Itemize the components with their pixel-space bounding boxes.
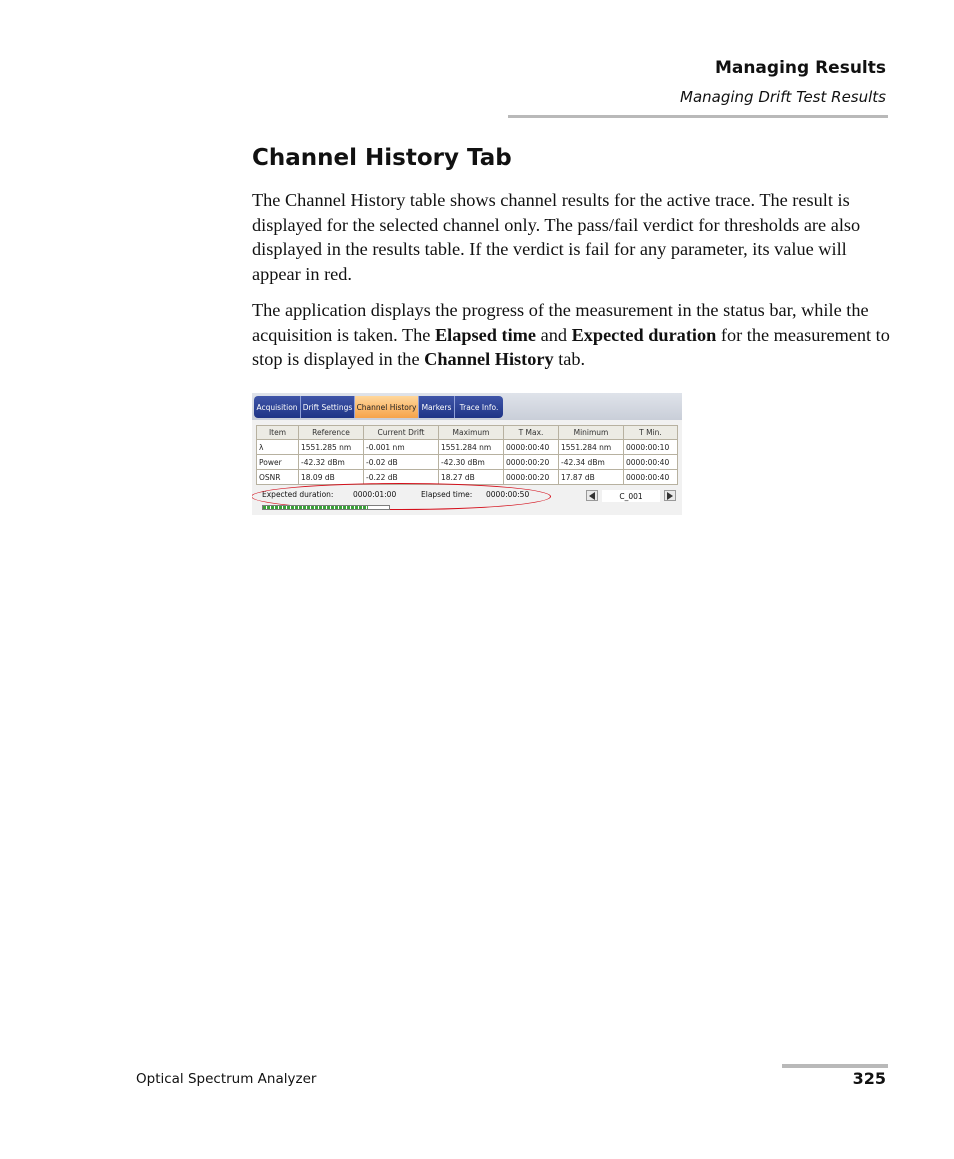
table-cell: -42.32 dBm	[299, 455, 364, 470]
paragraph-2	[252, 298, 892, 372]
table-cell: 0000:00:40	[504, 440, 559, 455]
paragraph-2-text-4: tab.	[553, 349, 586, 370]
table-cell: -42.30 dBm	[439, 455, 504, 470]
tab-acquisition[interactable]: Acquisition	[254, 396, 301, 418]
footer-rule	[782, 1064, 888, 1068]
channel-history-screenshot	[252, 393, 682, 515]
table-cell: 17.87 dB	[559, 470, 624, 485]
running-header-chapter: Managing Results	[714, 58, 886, 78]
elapsed-time-label: Elapsed time:	[421, 490, 473, 499]
column-header-minimum: Minimum	[559, 426, 624, 440]
table-header-row	[257, 426, 678, 440]
paragraph-2-text-3: for the measurement to stop is displayed in the	[252, 324, 890, 370]
table-row	[257, 455, 678, 470]
table-cell: -0.02 dB	[364, 455, 439, 470]
column-header-t-max: T Max.	[504, 426, 559, 440]
tab-bar	[252, 393, 682, 420]
column-header-item: Item	[257, 426, 299, 440]
tab-markers[interactable]: Markers	[419, 396, 455, 418]
table-cell: 0000:00:20	[504, 470, 559, 485]
tab-trace-info[interactable]: Trace Info.	[455, 396, 503, 418]
table-cell: -0.001 nm	[364, 440, 439, 455]
table-cell: 1551.285 nm	[299, 440, 364, 455]
channel-history-term: Channel History	[424, 349, 554, 370]
progress-bar	[262, 505, 390, 510]
paragraph-2-text-2: and	[536, 324, 572, 345]
table-cell: 0000:00:40	[624, 455, 678, 470]
column-header-t-min: T Min.	[624, 426, 678, 440]
expected-duration-term: Expected duration	[571, 324, 717, 345]
footer-product: Optical Spectrum Analyzer	[136, 1071, 317, 1087]
table-cell: 1551.284 nm	[559, 440, 624, 455]
next-channel-button[interactable]	[664, 490, 676, 501]
table-cell: Power	[257, 455, 299, 470]
arrow-left-icon	[588, 492, 596, 500]
column-header-maximum: Maximum	[439, 426, 504, 440]
table-cell: 1551.284 nm	[439, 440, 504, 455]
results-table	[256, 425, 678, 485]
column-header-reference: Reference	[299, 426, 364, 440]
page-number: 325	[852, 1069, 886, 1088]
header-rule	[508, 115, 888, 118]
expected-duration-label: Expected duration:	[262, 490, 334, 499]
progress-fill	[263, 506, 368, 509]
column-header-current-drift: Current Drift	[364, 426, 439, 440]
previous-channel-button[interactable]	[586, 490, 598, 501]
table-row	[257, 440, 678, 455]
table-cell: 18.09 dB	[299, 470, 364, 485]
expected-duration-value: 0000:01:00	[353, 490, 397, 499]
section-title: Channel History Tab	[252, 145, 512, 171]
table-cell: OSNR	[257, 470, 299, 485]
channel-field[interactable]: C_001	[602, 490, 660, 502]
tab-channel-history[interactable]: Channel History	[355, 396, 419, 418]
running-header-section: Managing Drift Test Results	[680, 88, 886, 106]
table-cell: -0.22 dB	[364, 470, 439, 485]
table-cell: λ	[257, 440, 299, 455]
table-cell: 18.27 dB	[439, 470, 504, 485]
arrow-right-icon	[666, 492, 674, 500]
tab-drift-settings[interactable]: Drift Settings	[301, 396, 355, 418]
table-cell: -42.34 dBm	[559, 455, 624, 470]
elapsed-time-value: 0000:00:50	[486, 490, 530, 499]
elapsed-time-term: Elapsed time	[434, 324, 537, 345]
table-cell: 0000:00:10	[624, 440, 678, 455]
paragraph-1: The Channel History table shows channel results for the active trace. The result is displayed for the selected channel only. The pass/fail verdict for thresholds are also displayed in the results table. If the verdict is fail for any parameter, its value will appear in red.	[252, 190, 861, 285]
table-cell: 0000:00:20	[504, 455, 559, 470]
table-cell: 0000:00:40	[624, 470, 678, 485]
paragraph-2-text-1: The application displays the progress of the measurement in the status bar, while the acquisition is taken. The	[252, 300, 869, 345]
